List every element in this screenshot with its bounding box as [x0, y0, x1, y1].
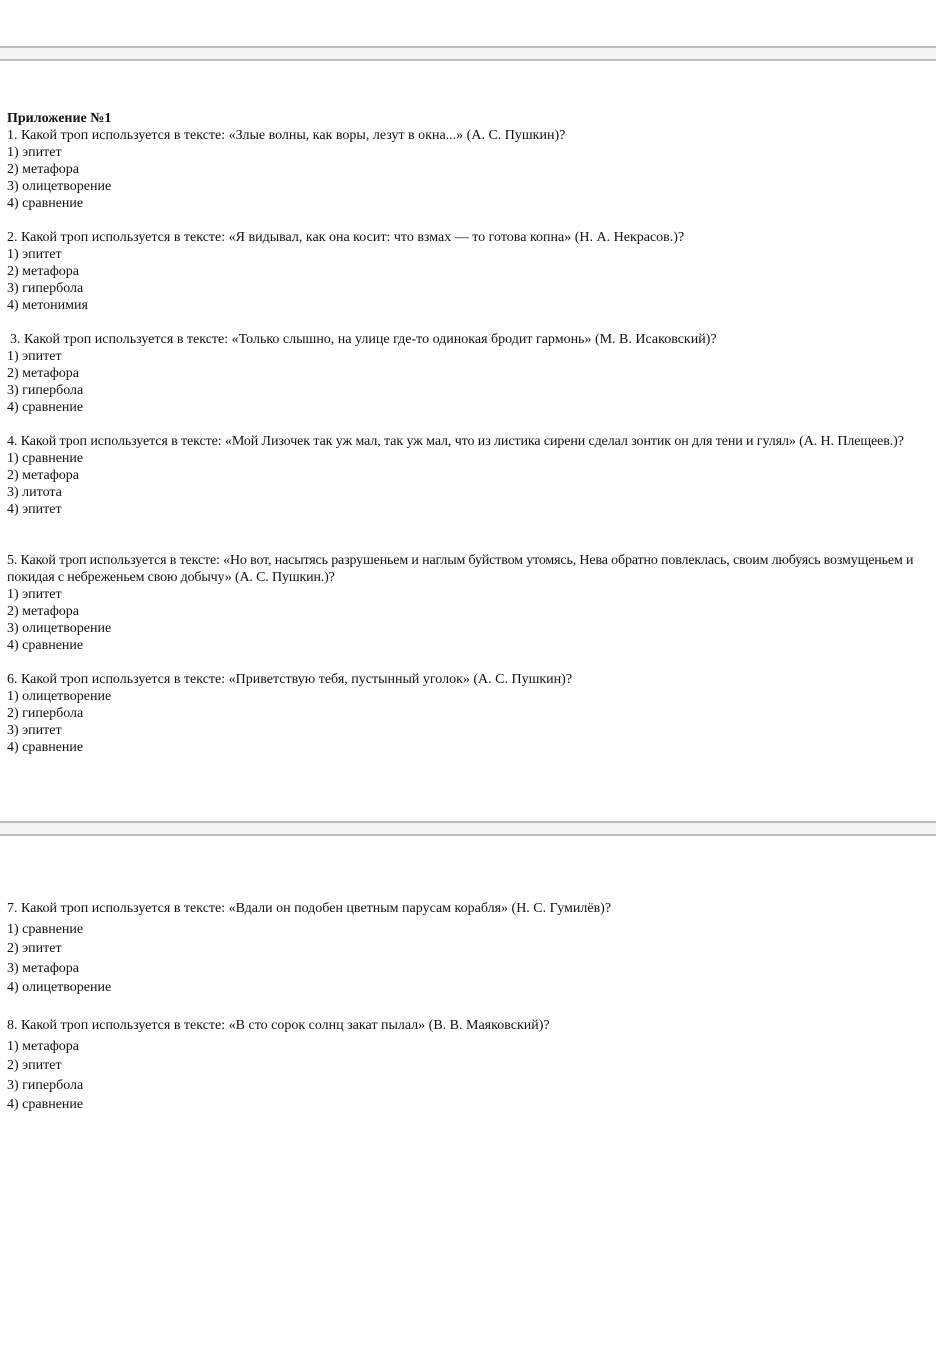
option: 3) олицетворение	[7, 179, 112, 194]
question-text: 3. Какой троп используется в тексте: «Только слышно, на улице где-то одинокая бродит гармонь» (М. В. Исаковский)?	[10, 332, 717, 347]
option: 2) метафора	[7, 162, 80, 177]
option: 1) эпитет	[7, 349, 62, 364]
option: 4) сравнение	[7, 638, 84, 653]
option: 3) олицетворение	[7, 621, 112, 636]
question-block-3	[7, 331, 933, 416]
option: 3) гипербола	[7, 1077, 84, 1093]
question-text: 8. Какой троп используется в тексте: «В сто сорок солнц закат пылал» (В. В. Маяковский)?	[7, 1018, 550, 1033]
option: 2) эпитет	[7, 1058, 62, 1073]
option: 4) сравнение	[7, 1097, 84, 1112]
page-break-top	[0, 46, 936, 61]
option: 1) олицетворение	[7, 689, 112, 704]
question-text: 6. Какой троп используется в тексте: «Приветствую тебя, пустынный уголок» (А. С. Пушкин)?	[7, 672, 573, 687]
option: 2) метафора	[7, 604, 80, 619]
option: 3) гипербола	[7, 383, 84, 398]
question-text: 5. Какой троп используется в тексте: «Но вот, насытясь разрушеньем и наглым буйством утомясь, Нева обратно повлеклась, своим любуясь возмущеньем и покидая с небреженьем свою добычу» (А. С. Пушкин.)?	[7, 553, 914, 585]
question-block-1	[7, 110, 933, 212]
page-break-middle	[0, 821, 936, 836]
option: 4) сравнение	[7, 740, 84, 755]
option: 3) метафора	[7, 960, 80, 976]
option: 4) сравнение	[7, 400, 84, 415]
option: 4) метонимия	[7, 298, 88, 313]
option: 3) гипербола	[7, 281, 84, 296]
question-text: 4. Какой троп используется в тексте: «Мой Лизочек так уж мал, так уж мал, что из листика сирени сделал зонтик он для тени и гулял» (А. Н. Плещеев.)?	[7, 434, 904, 449]
option: 2) метафора	[7, 264, 80, 279]
question-block-6	[7, 671, 933, 756]
option: 2) метафора	[7, 366, 80, 381]
question-block-8	[7, 1017, 933, 1115]
option: 2) гипербола	[7, 706, 84, 721]
option: 1) эпитет	[7, 145, 62, 160]
option: 3) литота	[7, 485, 62, 500]
question-text: 2. Какой троп используется в тексте: «Я видывал, как она косит: что взмах — то готова копна» (Н. А. Некрасов.)?	[7, 230, 685, 245]
question-text: 7. Какой троп используется в тексте: «Вдали он подобен цветным парусам корабля» (Н. С. Гумилёв)?	[7, 901, 612, 916]
question-text: 1. Какой троп используется в тексте: «Злые волны, как воры, лезут в окна...» (А. С. Пушкин)?	[7, 128, 566, 143]
question-block-4	[7, 433, 933, 518]
option: 1) сравнение	[7, 921, 84, 937]
option: 3) эпитет	[7, 723, 62, 738]
option: 4) олицетворение	[7, 980, 112, 995]
question-block-7	[7, 900, 933, 998]
option: 2) эпитет	[7, 941, 62, 956]
option: 4) сравнение	[7, 196, 84, 211]
option: 1) метафора	[7, 1038, 80, 1054]
option: 1) сравнение	[7, 451, 84, 466]
option: 2) метафора	[7, 468, 80, 483]
option: 1) эпитет	[7, 587, 62, 602]
option: 4) эпитет	[7, 502, 62, 517]
option: 1) эпитет	[7, 247, 62, 262]
question-block-5	[7, 552, 933, 654]
appendix-title: Приложение №1	[7, 111, 112, 126]
question-block-2	[7, 229, 933, 314]
